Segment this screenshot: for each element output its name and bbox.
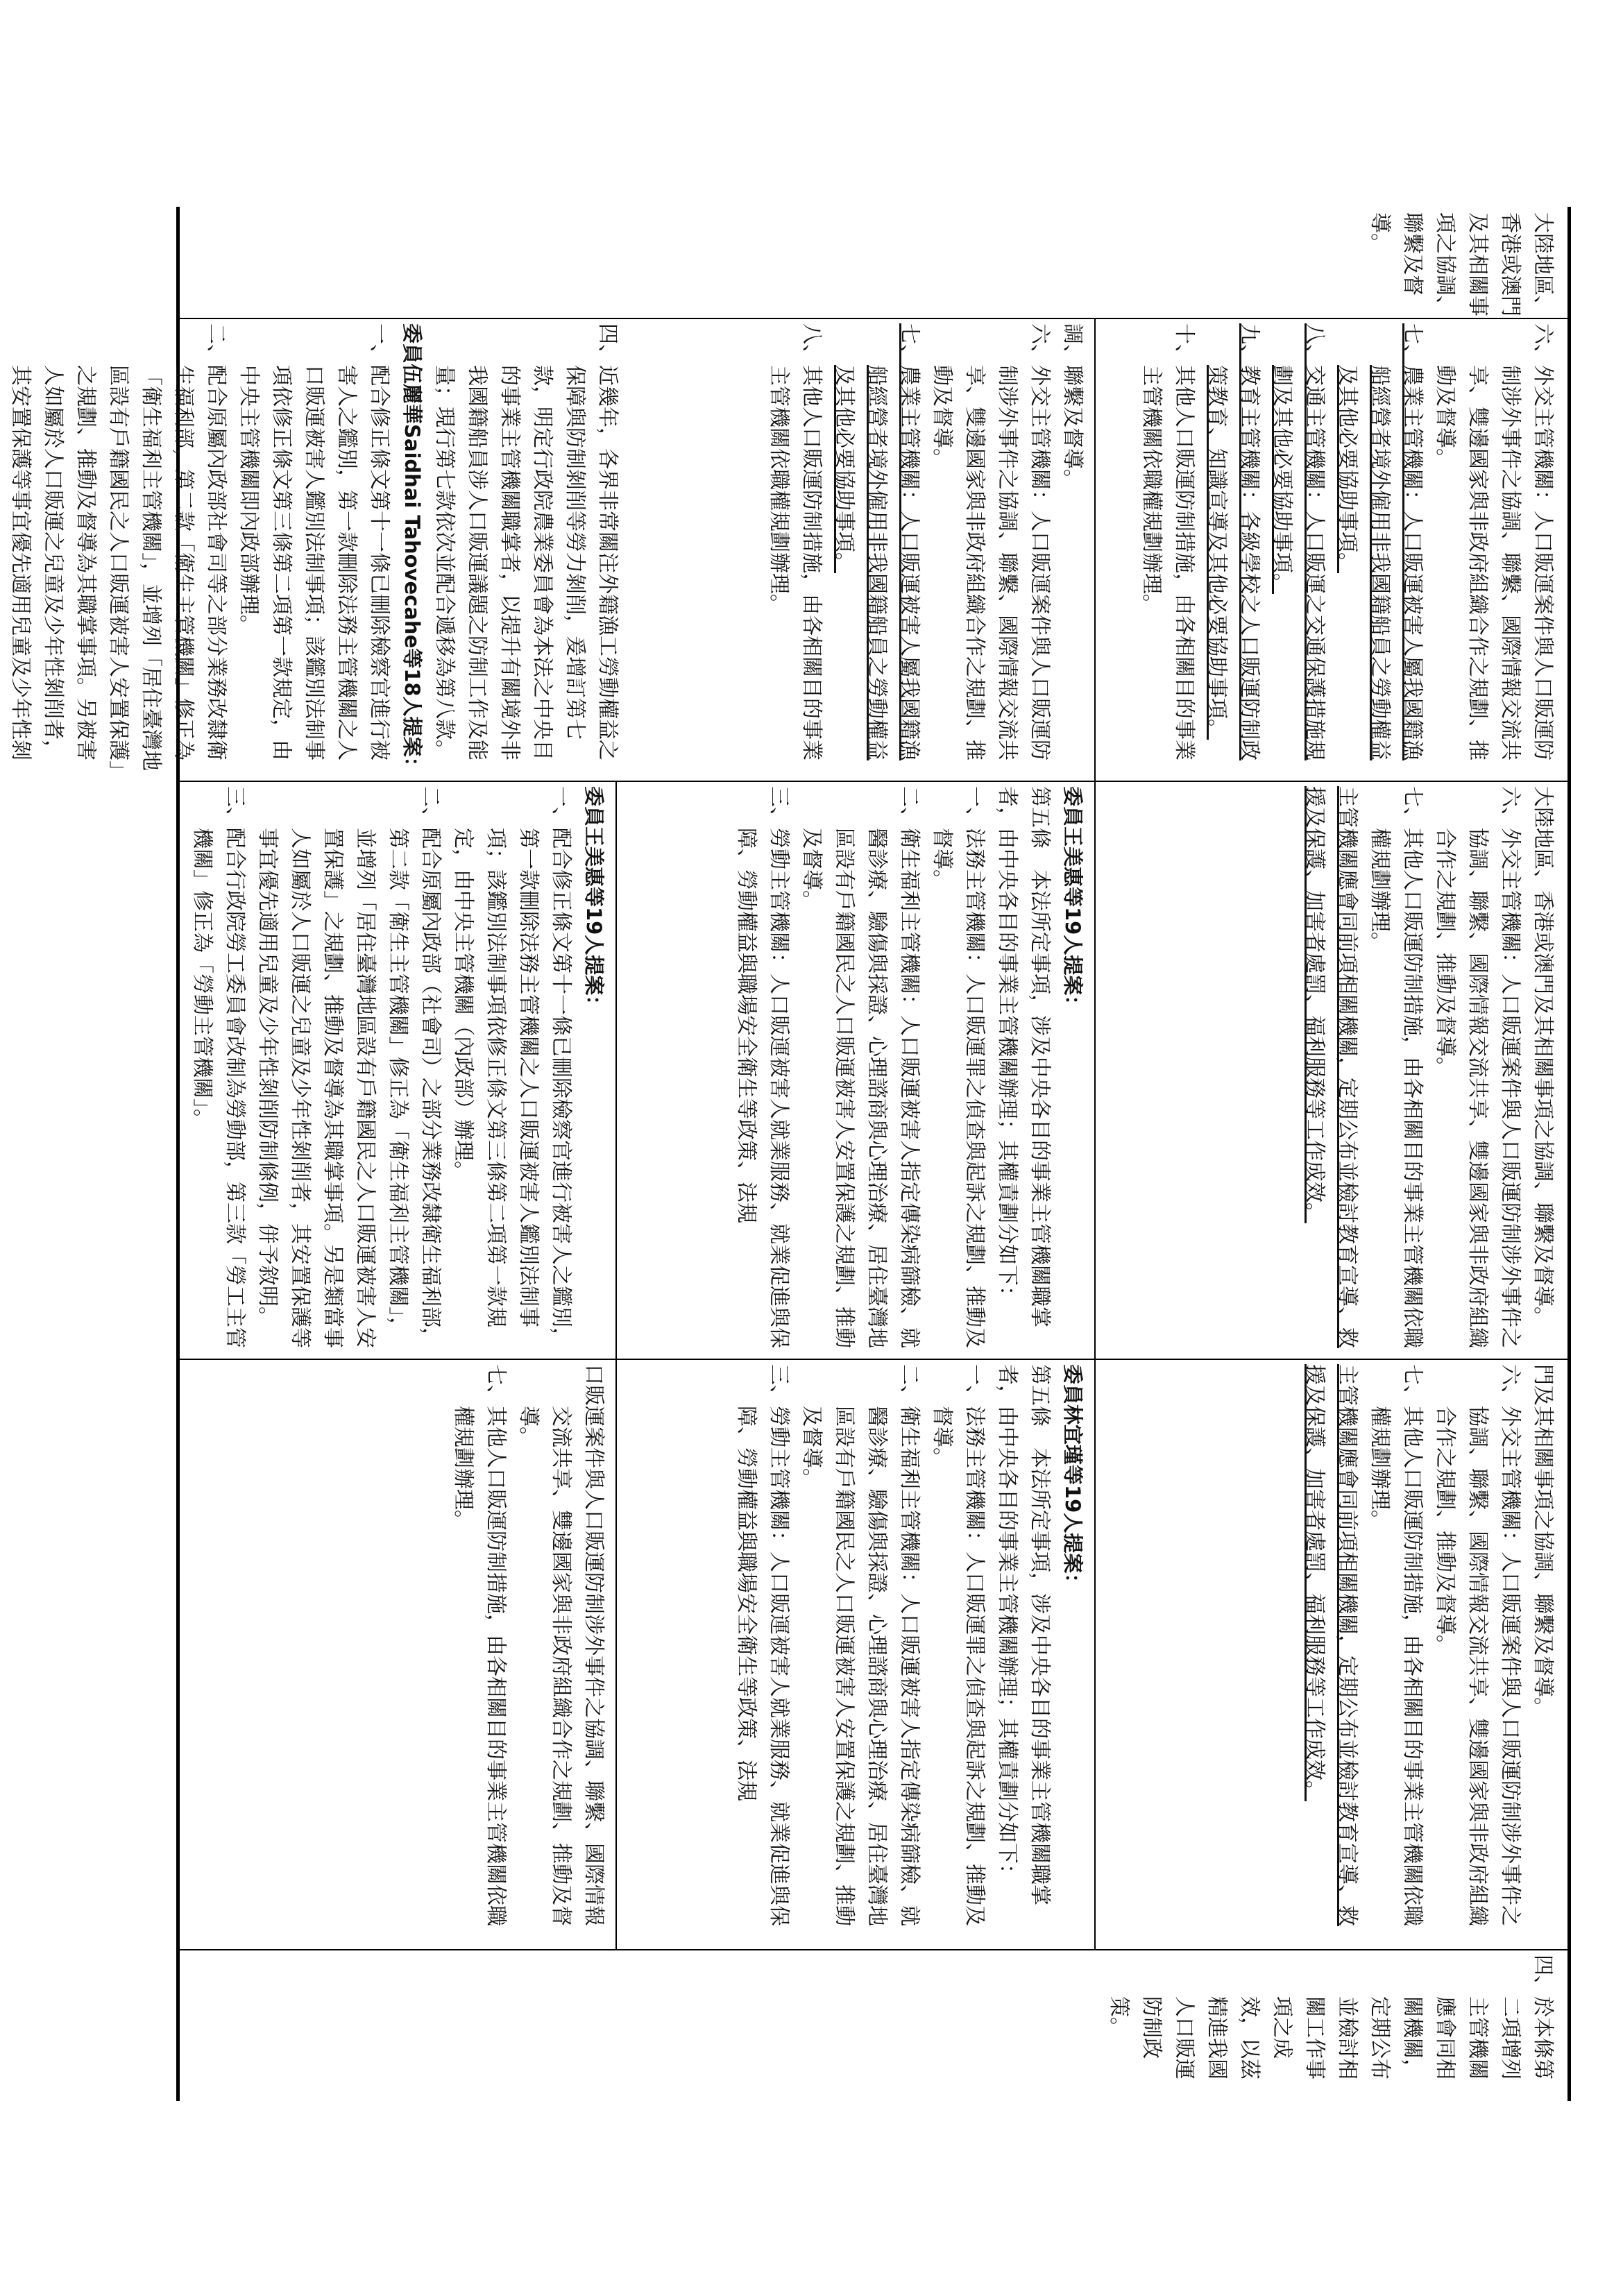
row-divider-mid-a	[1094, 782, 1096, 1359]
col1-para: 大陸地區、香港或澳門及其相關事項之協調、聯繫及督導。	[1368, 212, 1554, 316]
proposal-heading: 委員王美惠等19人提案：	[582, 786, 606, 1016]
col4-item: 二、衛生福利主管機關：人口販運被害人指定傳染病篩檢、就醫診療、驗傷與採證、心理諮商與心理治療、居住臺灣地區設有戶籍國民之人口販運被害人安置保護之規劃、推動及督導。	[800, 1364, 921, 1926]
row-divider-mid-b	[1094, 1360, 1096, 1949]
column-divider-2	[178, 781, 1569, 782]
column-3-text	[1101, 786, 1559, 1355]
col1-item: 六、外交主管機關：人口販運案件與人口販運防制涉外事件之協調、聯繫、國際情報交流共享、雙邊國家與非政府組織合作之規劃、推動及督導。	[1434, 323, 1554, 760]
col6-item: 一、配合修正條文第十一條已刪除檢察官進行被害人之鑑別，第一款刪除法務主管機關之人口販運被害人鑑別法制事項；該鑑別法制事項依修正條文第三條第二項第一款規定，由中央主管機關即內政部辦理。	[237, 323, 391, 760]
col1-item: 八、交通主管機關：人口販運之交通保護措施規劃及其他必要協助事項。	[1271, 323, 1326, 760]
column-4b-text	[624, 1364, 1089, 1946]
explanation-text	[187, 786, 610, 1355]
column-divider-1	[178, 318, 1569, 319]
col3-item: 一、法務主管機關：人口販運罪之偵查與起訴之規劃、推動及督導。	[931, 786, 986, 1348]
col4-item: 三、勞動主管機關：人口販運被害人就業服務、就業促進與保障、勞動權益與職場安全衛生等政策、法規	[735, 1364, 790, 1926]
col4-item: 六、外交主管機關：人口販運案件與人口販運防制涉外事件之協調、聯繫、國際情報交流共享、雙邊國家與非政府組織合作之規劃、推動及督導。	[1434, 1364, 1522, 1926]
col2-item: 六、外交主管機關：人口販運案件與人口販運防制涉外事件之協調、聯繫、國際情報交流共享、雙邊國家與非政府組織合作之規劃、推動及督導。	[931, 323, 1051, 760]
col6-item: 四、於本條第二項增列主管機關應會同相關機關，定期公布並檢討相關工作事項之成效，以茲精進我國人口販運防制政策。	[1107, 1955, 1554, 2080]
column-1-text	[185, 212, 1559, 316]
col3-item: 二、衛生福利主管機關：人口販運被害人指定傳染病篩檢、就醫診療、驗傷與採證、心理諮商與心理治療、居住臺灣地區設有戶籍國民之人口販運被害人安置保護之規劃、推動及督導。	[800, 786, 921, 1348]
column-divider-4	[178, 1949, 1569, 1950]
col1-item: 九、教育主管機關：各級學校之人口販運防制政策教育、知識宣導及其他必要協助事項。	[1205, 323, 1261, 760]
col1-item: 十、其他人口販運防制措施，由各相關目的事業主管機關依職權規劃辦理。	[1140, 323, 1196, 760]
explanation-text-2	[9, 323, 624, 778]
col3-item: 三、勞動主管機關：人口販運被害人就業服務、就業促進與保障、勞動權益與職場安全衛生等政策、法規	[735, 786, 790, 1348]
col1-item: 七、農業主管機關：人口販運被害人屬我國籍漁船經營者境外僱用非我國籍船員之勞動權益及其他必要協助事項。	[1336, 323, 1424, 760]
column-5-text	[187, 1364, 610, 1946]
col2-item: 七、農業主管機關：人口販運被害人屬我國籍漁船經營者境外僱用非我國籍船員之勞動權益及其他必要協助事項。	[833, 323, 921, 760]
column-4-text	[1101, 1364, 1559, 1946]
col5-item: 七、其他人口販運防制措施，由各相關目的事業主管機關依職權規劃辦理。	[452, 1364, 507, 1926]
col4-para: 門及其相關事項之協調、聯繫及督導。	[1531, 1364, 1554, 1718]
col6-item: 一、配合修正條文第十一條已刪除檢察官進行被害人之鑑別，第一款刪除法務主管機關之人口販運被害人鑑別法制事項；該鑑別法制事項依修正條文第三條第二項第一款規定，由中央主管機關（內政部）辦理。	[452, 786, 572, 1348]
column-2b-text	[631, 323, 1089, 778]
row-divider-left	[1094, 319, 1096, 781]
column-2-text	[1101, 323, 1559, 778]
col3-item: 六、外交主管機關：人口販運案件與人口販運防制涉外事件之協調、聯繫、國際情報交流共享、雙邊國家與非政府組織合作之規劃、推動及督導。	[1434, 786, 1522, 1348]
col6-item: 四、近幾年，各界非常關注外籍漁工勞動權益之保障與防制剝削等勞力剝削，爰增訂第七款，明定行政院農業委員會為本法之中央目的事業主管機關職掌者，以提升有關境外非我國籍船員涉人口販運議題之防制工作及能量；現行第七款依次並配合遞移為第八款。	[433, 323, 619, 760]
col4-item: 七、其他人口販運防制措施，由各相關目的事業主管機關依職權規劃辦理。	[1368, 1364, 1424, 1926]
col3-para: 大陸地區、香港或澳門及其相關事項之協調、聯繫及督導。	[1531, 786, 1554, 1327]
col5-item: 口販運案件與人口販運防制涉外事件之協調、聯繫、國際情報交流共享、雙邊國家與非政府組織合作之規劃、推動及督導。	[517, 1364, 605, 1926]
col2-para: 調、聯繫及督導。	[1061, 323, 1084, 490]
col4-item: 一、法務主管機關：人口販運罪之偵查與起訴之規劃、推動及督導。	[931, 1364, 986, 1926]
col4-para: 主管機關應會同前項相關機關，定期公布並檢討教育宣導、救援及保護、加害者處罰、福利服務等工作成效。	[1303, 1364, 1359, 1926]
col6-item: 二、配合原屬內政部社會司等之部分業務改隸衛生福利部，第二款「衛生主管機關」修正為「衛生福利主管機關」，並增列「居住臺灣地區設有戶籍國民之人口販運被害人安置保護」之規劃、推動及督導為其職掌事項。另被害人如屬於人口販運之兒童及少年性剝削者，其安置保護等事宜優先適用兒童及少年性剝	[9, 323, 228, 771]
col4-article: 第五條 本法所定事項，涉及中央各目的事業主管機關職掌者，由中央各目的事業主管機關辦理；其權責劃分如下：	[996, 1364, 1051, 1905]
column-6-text	[185, 1955, 1559, 2097]
top-border-rule	[1567, 207, 1571, 2101]
row-divider-right-a	[615, 782, 617, 1359]
proposal-heading: 委員伍麗華Saidhai Tahovecahe等18人提案：	[400, 323, 424, 777]
proposal-heading: 委員王美惠等19人提案：	[1061, 786, 1085, 1016]
column-divider-3	[178, 1359, 1569, 1360]
col2-item: 八、其他人口販運防制措施，由各相關目的事業主管機關依職權規劃辦理。	[767, 323, 823, 760]
col6-item: 三、配合行政院勞工委員會改制為勞動部，第三款「勞工主管機關」修正為「勞動主管機關」。	[191, 786, 246, 1348]
row-divider-right-b	[615, 1360, 617, 1949]
col3-para: 主管機關應會同前項相關機關，定期公布並檢討教育宣導、救援及保護、加害者處罰、福利服務等工作成效。	[1303, 786, 1359, 1348]
col6-item: 二、配合原屬內政部（社會司）之部分業務改隸衛生福利部，第二款「衛生主管機關」修正為「衛生福利主管機關」，並增列「居住臺灣地區設有戶籍國民之人口販運被害人安置保護」之規劃、推動及督導為其職掌事項。另是類當事人如屬於人口販運之兒童及少年性剝削者，其安置保護等事宜優先適用兒童及少年性剝削防制條例，併予敘明。	[256, 786, 442, 1348]
proposal-heading: 委員林宜瑾等19人提案：	[1061, 1364, 1085, 1594]
column-3b-text	[624, 786, 1089, 1355]
col3-article: 第五條 本法所定事項，涉及中央各目的事業主管機關職掌者，由中央各目的事業主管機關辦理；其權責劃分如下：	[996, 786, 1051, 1327]
col3-item: 七、其他人口販運防制措施，由各相關目的事業主管機關依職權規劃辦理。	[1368, 786, 1424, 1348]
